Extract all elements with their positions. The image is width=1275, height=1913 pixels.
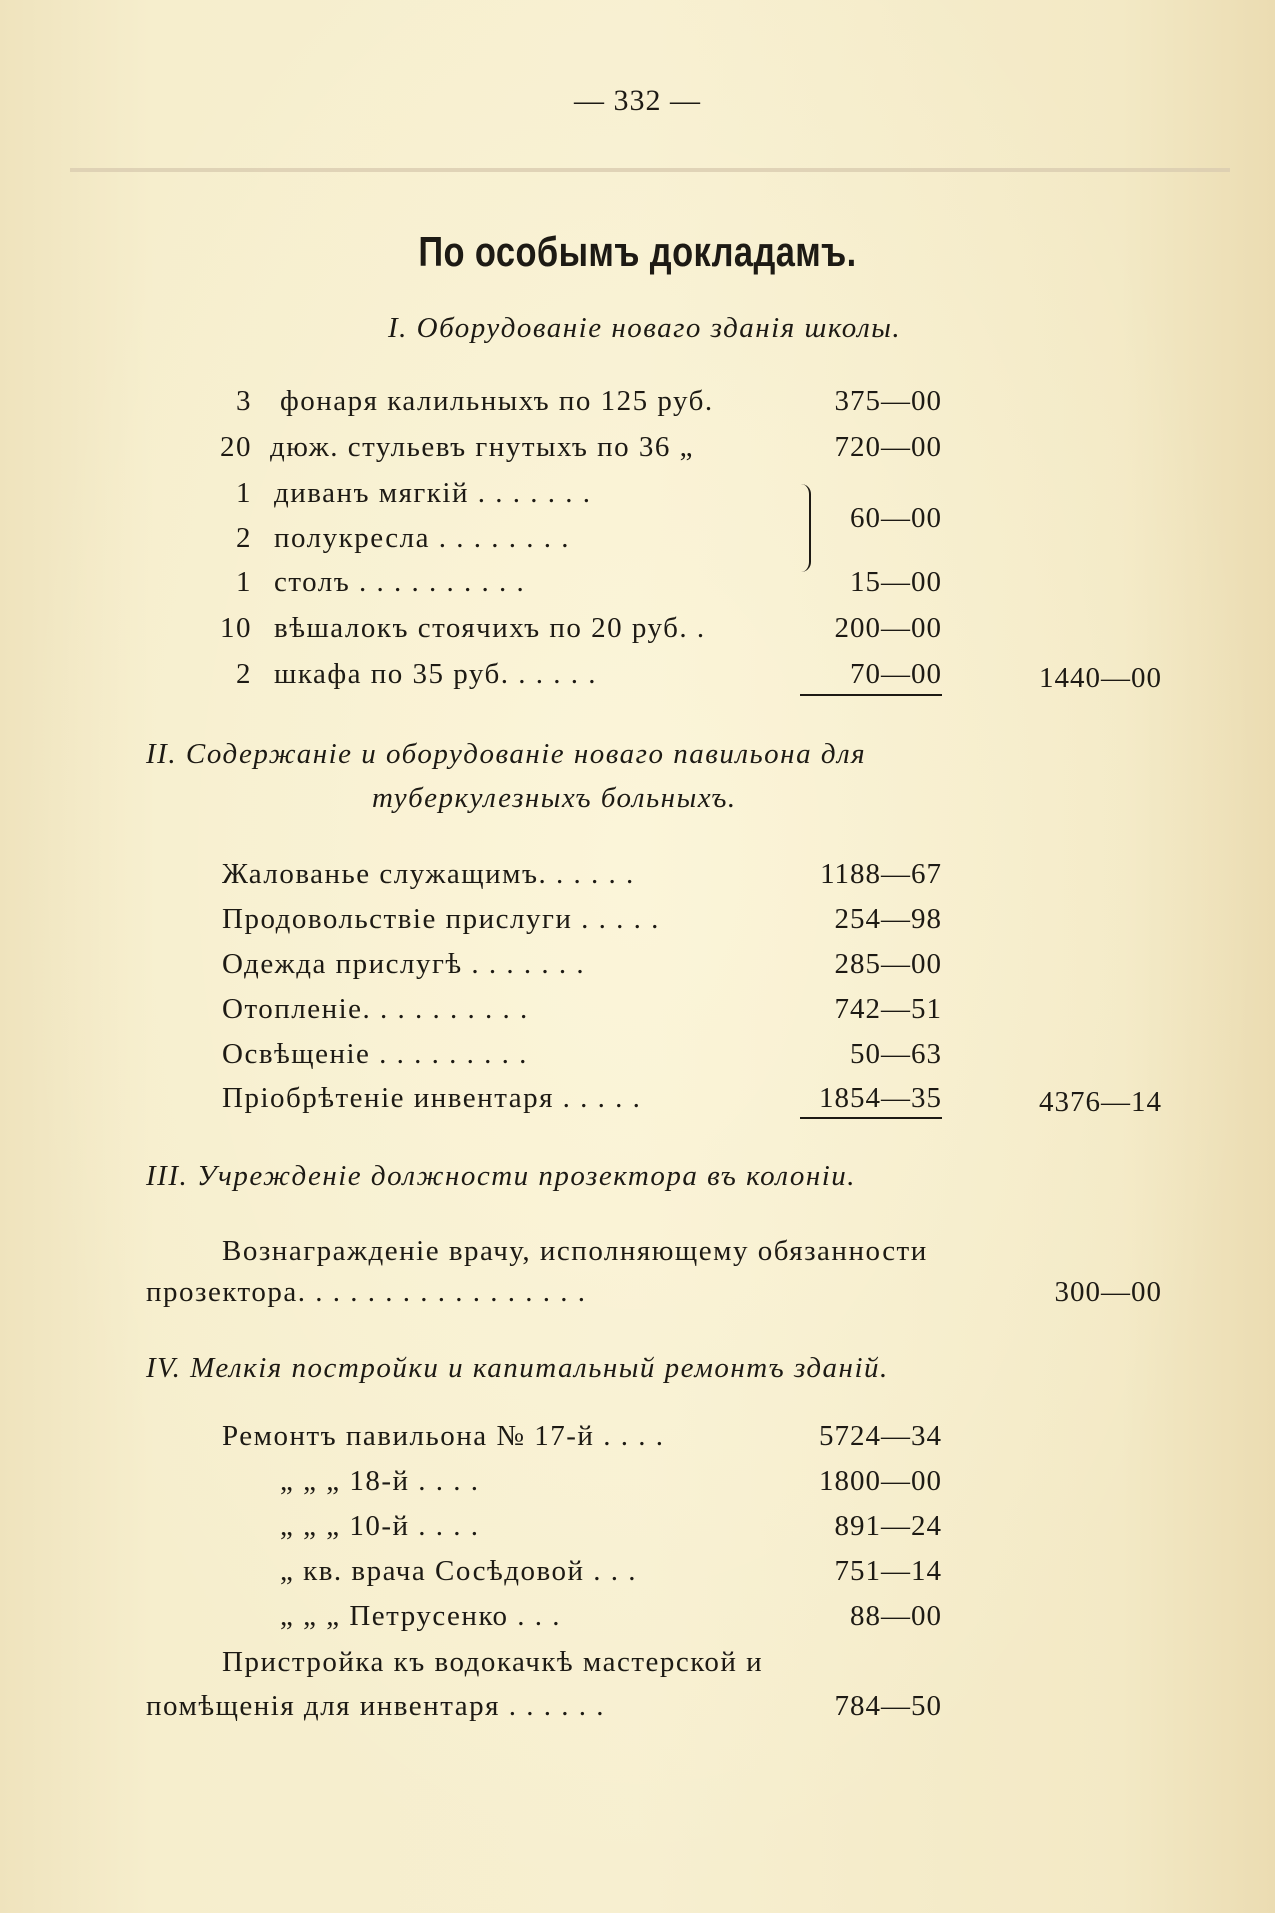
list-item-text: Ремонтъ павильона № 17-й . . . . xyxy=(222,1420,665,1452)
list-item-text: вѣшалокъ стоячихъ по 20 руб. . xyxy=(274,612,706,644)
list-item-amount: 5724—34 xyxy=(819,1420,942,1452)
section-2-heading: II. Содержаніе и оборудованіе новаго павильона для xyxy=(146,738,867,770)
list-item-amount: 891—24 xyxy=(834,1510,942,1542)
list-item-text: Отопленіе. . . . . . . . . . xyxy=(222,993,529,1025)
page-number: — 332 — xyxy=(574,84,701,117)
list-item-qty: 20 xyxy=(220,431,252,463)
list-item-text: Жалованье служащимъ. . . . . . xyxy=(222,858,635,890)
list-item-text: фонаря калильныхъ по 125 руб. xyxy=(280,385,714,417)
list-item-text: столъ . . . . . . . . . . xyxy=(274,566,526,598)
list-item-text: полукресла . . . . . . . . xyxy=(274,522,571,554)
list-item-amount: 70—00 xyxy=(850,658,942,690)
list-item-qty: 1 xyxy=(236,477,252,509)
list-item-text: дюж. стульевъ гнутыхъ по 36 „ xyxy=(270,431,695,463)
section-1-total: 1440—00 xyxy=(1039,662,1162,694)
list-item-text: Пристройка къ водокачкѣ мастерской и xyxy=(222,1646,764,1678)
list-item-amount: 88—00 xyxy=(850,1600,942,1632)
section-2-total: 4376—14 xyxy=(1039,1086,1162,1118)
brace-amount: 60—00 xyxy=(850,502,942,534)
list-item-qty: 10 xyxy=(220,612,252,644)
list-item-qty: 2 xyxy=(236,522,252,554)
section-1-heading: I. Оборудованіе новаго зданія школы. xyxy=(388,312,902,344)
section-3-heading: III. Учрежденіе должности прозектора въ колоніи. xyxy=(146,1160,857,1192)
list-item-amount: 742—51 xyxy=(834,993,942,1025)
list-item-text: „ „ „ 18-й . . . . xyxy=(280,1465,480,1497)
list-item-amount: 1188—67 xyxy=(820,858,942,890)
page-title: По особымъ докладамъ. xyxy=(418,228,857,275)
list-item-amount: 1854—35 xyxy=(819,1082,942,1114)
list-item-amount: 751—14 xyxy=(834,1555,942,1587)
list-item-qty: 3 xyxy=(236,385,252,417)
list-item-text: Одежда прислугѣ . . . . . . . xyxy=(222,948,586,980)
sum-rule xyxy=(800,1117,942,1119)
list-item-qty: 1 xyxy=(236,566,252,598)
list-item-amount: 1800—00 xyxy=(819,1465,942,1497)
list-item-amount: 784—50 xyxy=(834,1690,942,1722)
section-3-total: 300—00 xyxy=(1054,1276,1162,1308)
list-item-amount: 375—00 xyxy=(834,385,942,417)
list-item-text: „ кв. врача Сосѣдовой . . . xyxy=(280,1555,637,1587)
list-item-amount: 15—00 xyxy=(850,566,942,598)
list-item-text: диванъ мягкій . . . . . . . xyxy=(274,477,592,509)
list-item-amount: 285—00 xyxy=(834,948,942,980)
list-item-amount: 200—00 xyxy=(834,612,942,644)
list-item-text: помѣщенія для инвентаря . . . . . . xyxy=(146,1690,605,1722)
section-2-heading-cont: туберкулезныхъ больныхъ. xyxy=(372,782,737,814)
list-item-amount: 720—00 xyxy=(834,431,942,463)
top-rule xyxy=(70,168,1230,172)
list-item-text: Продовольствіе прислуги . . . . . xyxy=(222,903,660,935)
section-3-text: Вознагражденіе врачу, исполняющему обязанности xyxy=(222,1235,928,1267)
list-item-text: „ „ „ 10-й . . . . xyxy=(280,1510,480,1542)
list-item-amount: 50—63 xyxy=(850,1038,942,1070)
list-item-text: „ „ „ Петрусенко . . . xyxy=(280,1600,562,1632)
list-item-text: шкафа по 35 руб. . . . . . xyxy=(274,658,598,690)
list-item-amount: 254—98 xyxy=(834,903,942,935)
sum-rule xyxy=(800,694,942,696)
section-4-heading: IV. Мелкія постройки и капитальный ремонтъ зданій. xyxy=(146,1352,889,1384)
list-item-text: Освѣщеніе . . . . . . . . . xyxy=(222,1038,528,1070)
section-3-text-cont: прозектора. . . . . . . . . . . . . . . . . xyxy=(146,1276,587,1308)
list-item-text: Пріобрѣтеніе инвентаря . . . . . xyxy=(222,1082,642,1114)
list-item-qty: 2 xyxy=(236,658,252,690)
